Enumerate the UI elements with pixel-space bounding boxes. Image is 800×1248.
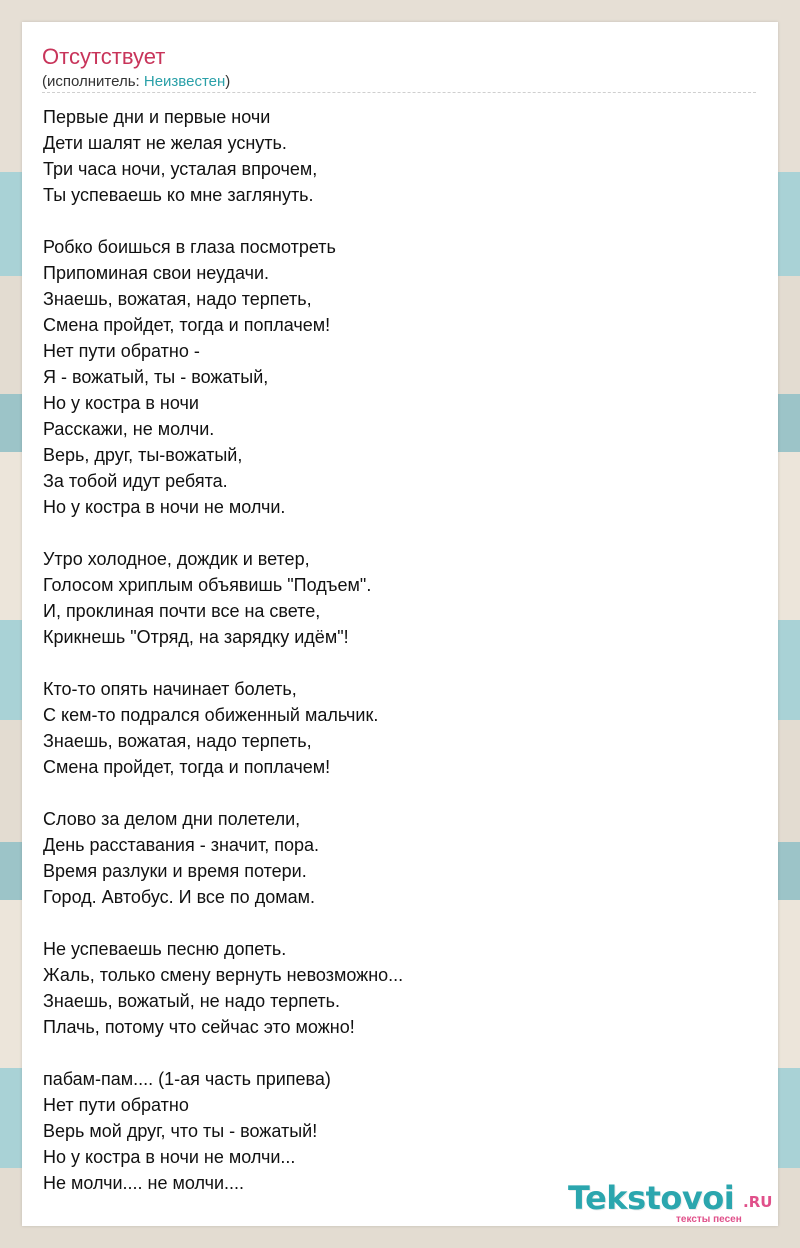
- lyrics-line: Робко боишься в глаза посмотреть: [43, 237, 336, 257]
- lyrics-line: Голосом хриплым объявишь "Подъем".: [43, 575, 372, 595]
- lyrics-line: Первые дни и первые ночи: [43, 107, 271, 127]
- tekstovoi-logo[interactable]: [568, 1180, 778, 1226]
- lyrics-line: Но у костра в ночи не молчи.: [43, 497, 286, 517]
- lyrics-line: Смена пройдет, тогда и поплачем!: [43, 315, 331, 335]
- lyrics-line: Нет пути обратно -: [43, 341, 200, 361]
- lyrics-line: Утро холодное, дождик и ветер,: [43, 549, 310, 569]
- lyrics-line: Время разлуки и время потери.: [43, 861, 307, 881]
- divider: [42, 92, 756, 93]
- lyrics-stanza: [43, 234, 403, 520]
- lyrics-stanza: [43, 936, 403, 1040]
- lyrics-line: Город. Автобус. И все по домам.: [43, 887, 315, 907]
- lyrics-text: [43, 104, 403, 1222]
- lyrics-line: Я - вожатый, ты - вожатый,: [43, 367, 269, 387]
- lyrics-line: Плачь, потому что сейчас это можно!: [43, 1017, 355, 1037]
- lyrics-line: Не молчи.... не молчи....: [43, 1173, 245, 1193]
- lyrics-line: Знаешь, вожатый, не надо терпеть.: [43, 991, 340, 1011]
- lyrics-line: Кто-то опять начинает болеть,: [43, 679, 297, 699]
- artist-suffix: ): [225, 73, 231, 90]
- artist-link[interactable]: Неизвестен: [143, 73, 226, 90]
- artist-prefix: (исполнитель:: [42, 73, 144, 90]
- lyrics-stanza: [43, 546, 403, 650]
- lyrics-card: [22, 22, 778, 1226]
- lyrics-line: Смена пройдет, тогда и поплачем!: [43, 757, 331, 777]
- song-title[interactable]: Отсутствует: [42, 44, 166, 69]
- lyrics-line: Нет пути обратно: [43, 1095, 189, 1115]
- lyrics-line: Расскажи, не молчи.: [43, 419, 215, 439]
- lyrics-line: За тобой идут ребята.: [43, 471, 228, 491]
- lyrics-line: Три часа ночи, усталая впрочем,: [43, 159, 318, 179]
- lyrics-line: Но у костра в ночи не молчи...: [43, 1147, 296, 1167]
- lyrics-line: Верь мой друг, что ты - вожатый!: [43, 1121, 318, 1141]
- logo-tld: .RU: [743, 1193, 773, 1211]
- lyrics-line: День расставания - значит, пора.: [43, 835, 319, 855]
- logo-subtitle: тексты песен: [676, 1214, 742, 1225]
- lyrics-line: И, проклиная почти все на свете,: [43, 601, 321, 621]
- lyrics-line: Припоминая свои неудачи.: [43, 263, 270, 283]
- lyrics-stanza: [43, 1066, 403, 1196]
- lyrics-line: Дети шалят не желая уснуть.: [43, 133, 287, 153]
- lyrics-line: Не успеваешь песню допеть.: [43, 939, 287, 959]
- logo-name: Tekstovoi: [568, 1179, 735, 1217]
- lyrics-line: Ты успеваешь ко мне заглянуть.: [43, 185, 314, 205]
- lyrics-line: Верь, друг, ты-вожатый,: [43, 445, 243, 465]
- artist-line: [42, 72, 230, 92]
- lyrics-line: Слово за делом дни полетели,: [43, 809, 301, 829]
- lyrics-line: пабам-пам.... (1-ая часть припева): [43, 1069, 331, 1089]
- lyrics-line: С кем-то подрался обиженный мальчик.: [43, 705, 379, 725]
- lyrics-line: Знаешь, вожатая, надо терпеть,: [43, 731, 312, 751]
- lyrics-line: Знаешь, вожатая, надо терпеть,: [43, 289, 312, 309]
- lyrics-stanza: [43, 806, 403, 910]
- lyrics-line: Крикнешь "Отряд, на зарядку идём"!: [43, 627, 349, 647]
- lyrics-line: Но у костра в ночи: [43, 393, 199, 413]
- lyrics-line: Жаль, только смену вернуть невозможно...: [43, 965, 404, 985]
- lyrics-stanza: [43, 676, 403, 780]
- lyrics-stanza: [43, 104, 403, 208]
